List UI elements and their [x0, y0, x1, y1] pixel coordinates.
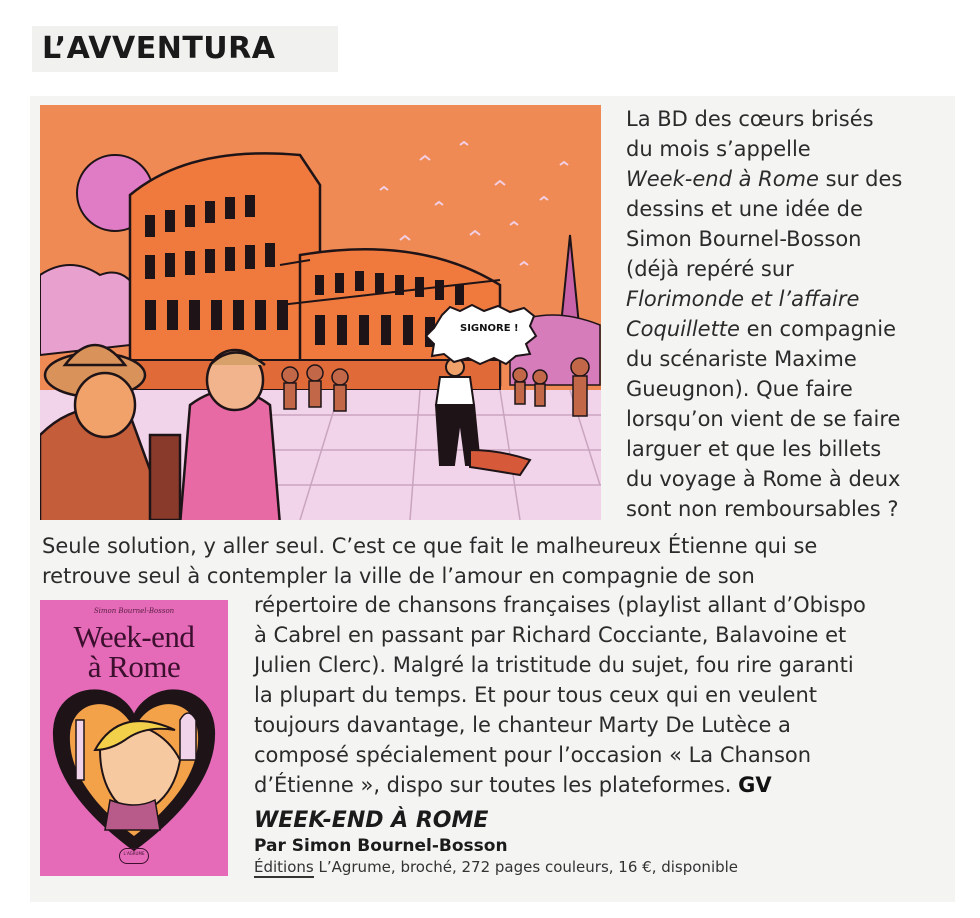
text-line [254, 770, 866, 800]
text-run: du voyage à Rome à deux [626, 467, 901, 491]
text-run: composé spécialement pour l’occasion « La Chanson [254, 743, 812, 767]
publisher-label: Éditions [254, 858, 314, 876]
text-line [626, 434, 902, 464]
text-line [254, 680, 866, 710]
text-run: du mois s’appelle [626, 137, 811, 161]
text-run: du scénariste Maxime [626, 347, 857, 371]
text-line [626, 224, 902, 254]
text-run: Gueugnon). Que faire [626, 377, 853, 401]
text-run: la plupart du temps. Et pour tous ceux qui en veulent [254, 683, 818, 707]
cover-author: Simon Bournel-Bosson [93, 607, 175, 615]
cover-heart-art [40, 600, 228, 876]
text-line [626, 344, 902, 374]
text-run: retrouve seul à contempler la ville de l’amour en compagnie de son [42, 564, 755, 588]
book-details [254, 858, 738, 876]
text-line [254, 590, 866, 620]
text-run: La BD des cœurs brisés [626, 107, 874, 131]
book-details-text: L’Agrume, broché, 272 pages couleurs, 16 €, disponible [313, 858, 739, 876]
italic-title: Week-end à Rome [626, 167, 819, 191]
italic-title: Florimonde et l’affaire [626, 287, 860, 311]
book-cover [40, 600, 228, 876]
book-title: WEEK-END À ROME [254, 808, 489, 833]
text-line [626, 254, 902, 284]
text-line [626, 194, 902, 224]
text-line [626, 134, 902, 164]
text-line [254, 650, 866, 680]
text-line [626, 164, 902, 194]
text-run: en compagnie [739, 317, 896, 341]
text-line [42, 561, 817, 591]
text-line [626, 374, 902, 404]
text-run: toujours davantage, le chanteur Marty De Lutèce a [254, 713, 791, 737]
text-line [626, 464, 902, 494]
signature: GV [738, 773, 772, 797]
text-run: larguer et que les billets [626, 437, 882, 461]
speech-balloon [426, 305, 536, 364]
text-line [626, 314, 902, 344]
comic-illustration [40, 105, 601, 520]
text-line [626, 284, 902, 314]
article-text-beside-cover [254, 590, 866, 800]
text-run: sur des [818, 167, 903, 191]
article-text-column-right [626, 104, 902, 524]
article-text-full-width [42, 531, 817, 591]
text-run: (déjà repéré sur [626, 257, 794, 281]
text-line [626, 104, 902, 134]
text-run: Seule solution, y aller seul. C’est ce que fait le malheureux Étienne qui se [42, 534, 818, 558]
book-author: Par Simon Bournel-Bosson [254, 836, 508, 856]
text-run: Simon Bournel-Bosson [626, 227, 862, 251]
speech-balloon-text: SIGNORE ! [460, 323, 519, 334]
text-line [42, 531, 817, 561]
text-run: à Cabrel en passant par Richard Cocciante, Balavoine et [254, 623, 847, 647]
text-run: répertoire de chansons françaises (playlist allant d’Obispo [254, 593, 866, 617]
cover-publisher-badge: L’AGRUME [119, 848, 149, 864]
text-run: sont non remboursables ? [626, 497, 899, 521]
section-title: L’AVVENTURA [32, 26, 338, 72]
text-run: dessins et une idée de [626, 197, 863, 221]
text-line [626, 494, 902, 524]
text-line [626, 404, 902, 434]
text-run: Julien Clerc). Malgré la tristitude du sujet, fou rire garanti [254, 653, 854, 677]
italic-title: Coquillette [626, 317, 740, 341]
text-line [254, 620, 866, 650]
cover-title: Week-end à Rome [73, 619, 195, 684]
text-line [254, 710, 866, 740]
text-line [254, 740, 866, 770]
text-run: d’Étienne », dispo sur toutes les plateformes. [254, 773, 739, 797]
text-run: lorsqu’on vient de se faire [626, 407, 901, 431]
